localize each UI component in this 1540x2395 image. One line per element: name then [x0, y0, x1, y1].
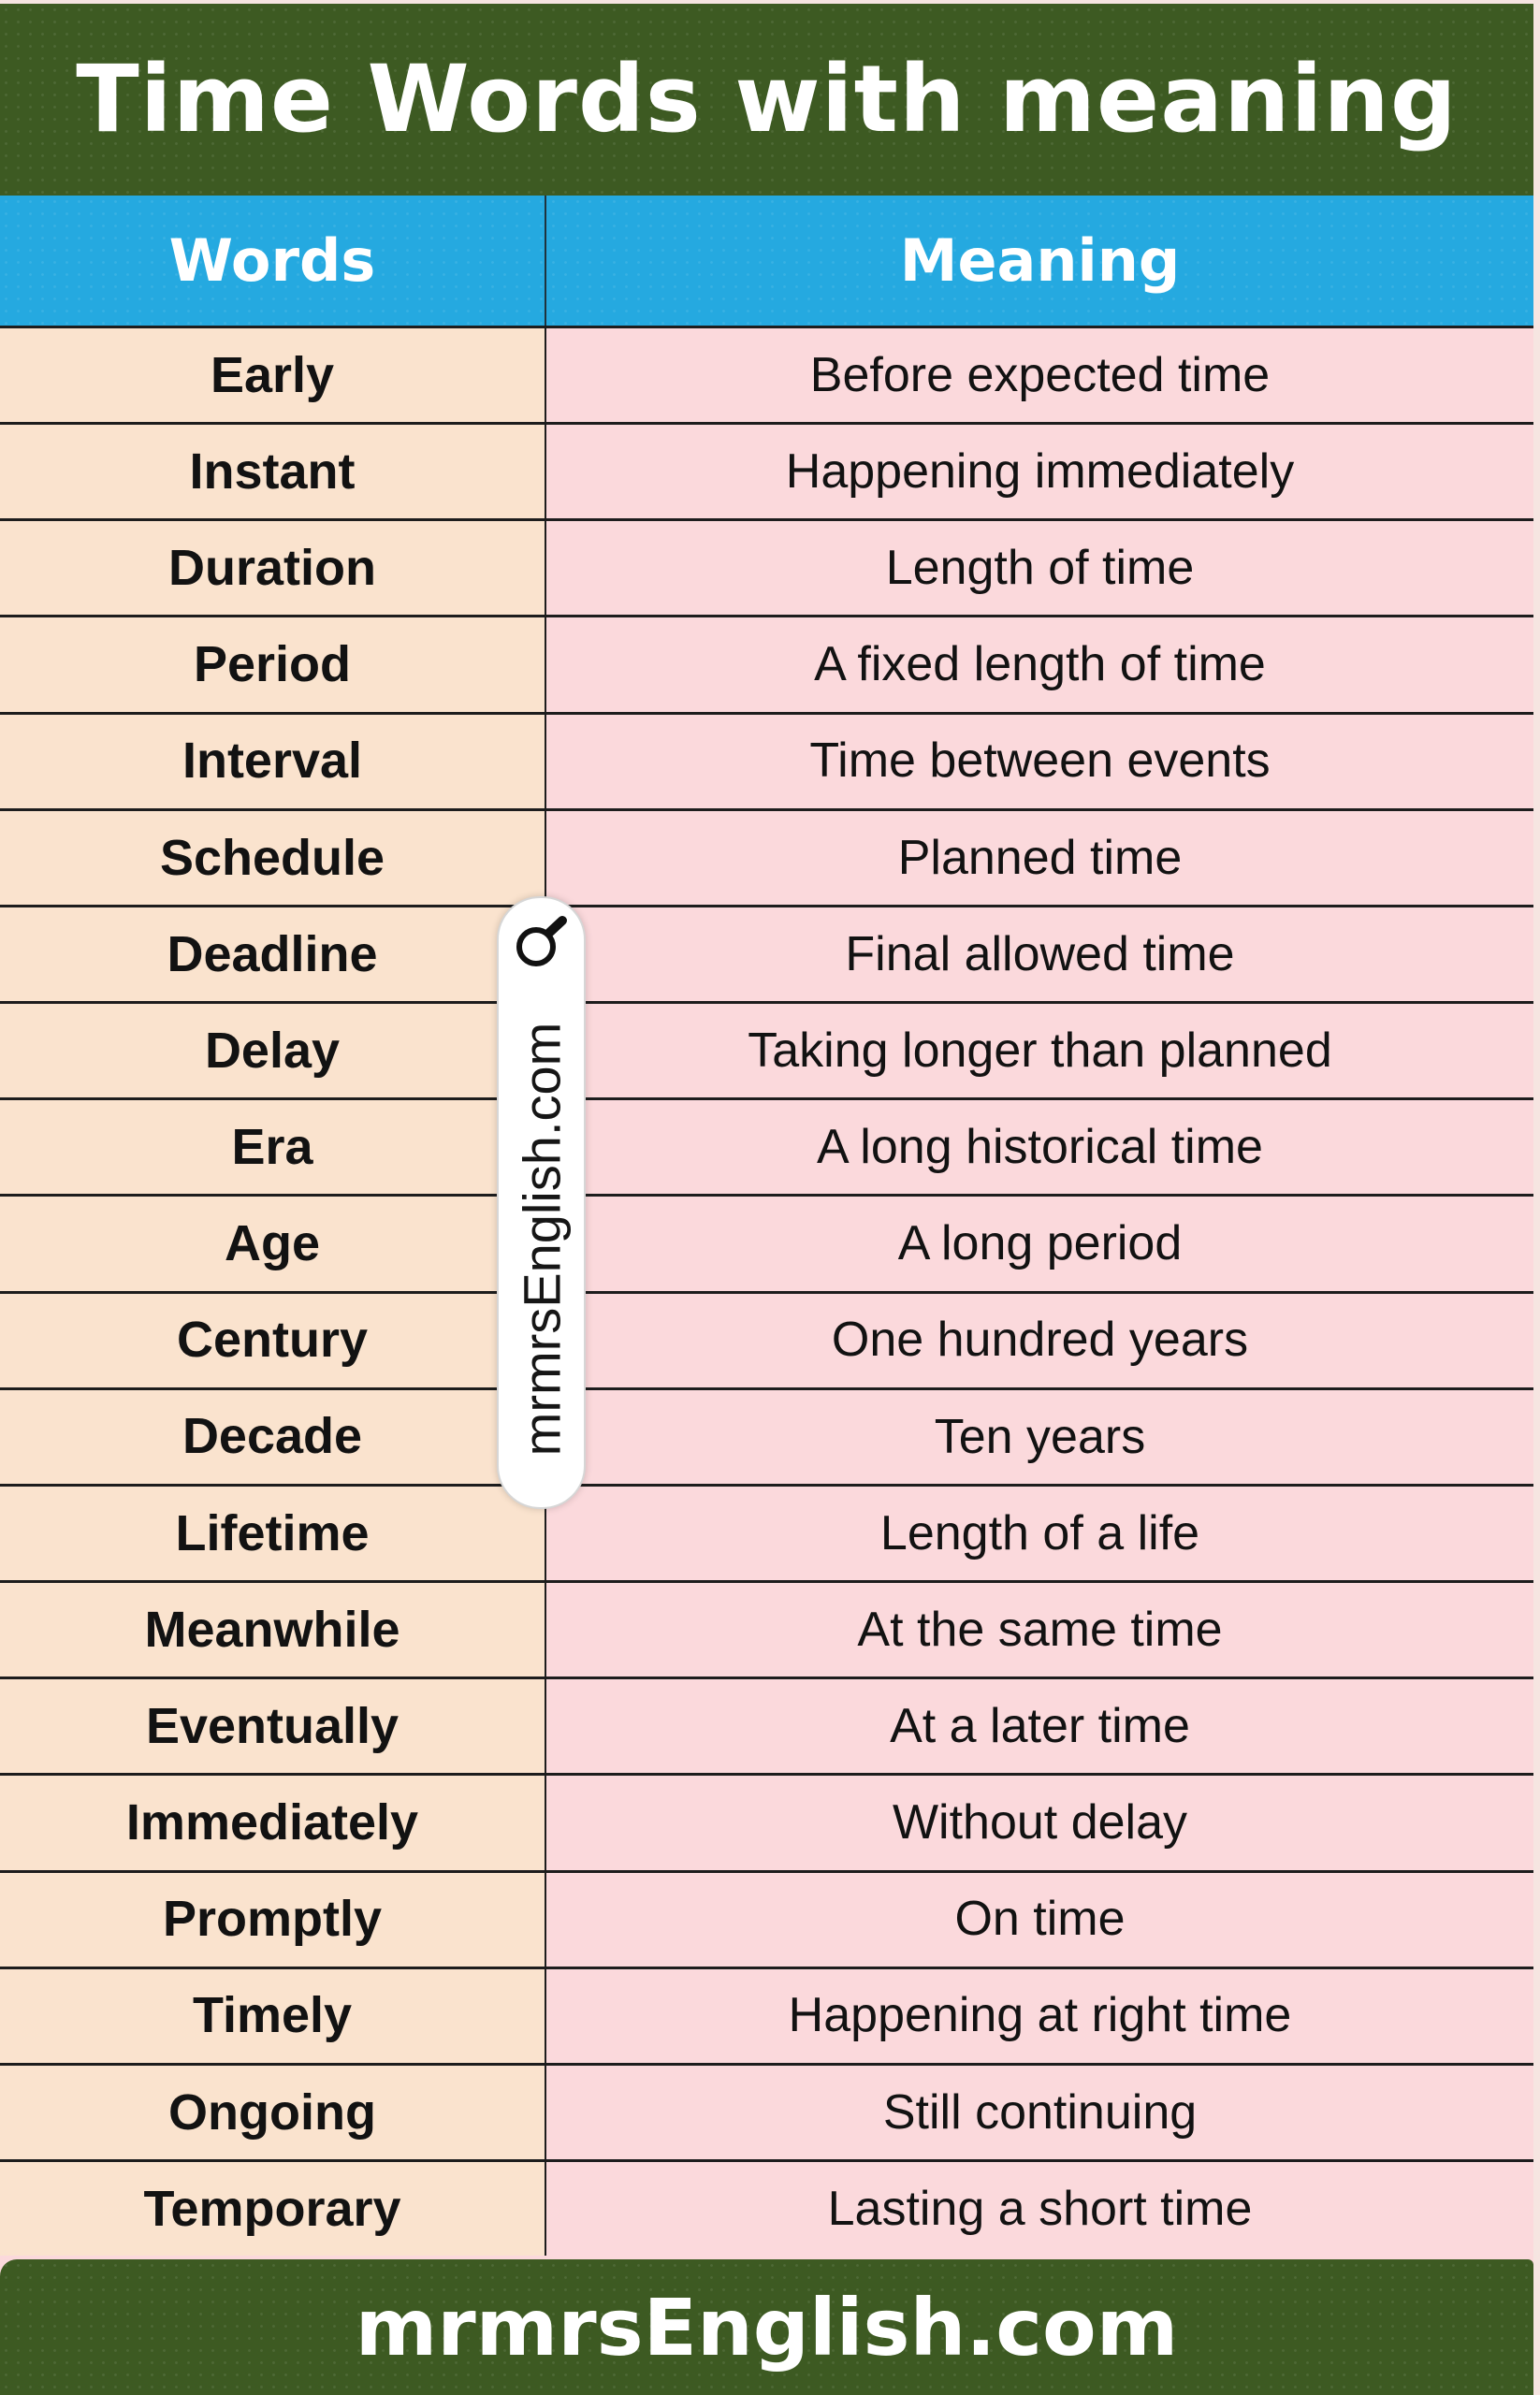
- meaning-cell: [546, 1100, 1533, 1194]
- word-label: Century: [176, 1312, 369, 1369]
- word-label: Delay: [204, 1022, 341, 1079]
- meaning-label: One hundred years: [831, 1313, 1249, 1368]
- footer-site-label: mrmrsEnglish.com: [355, 2281, 1179, 2373]
- table-row: [0, 1873, 1533, 1969]
- word-cell: [0, 811, 546, 905]
- word-cell: [0, 715, 546, 808]
- meaning-cell: [546, 1004, 1533, 1097]
- word-label: Timely: [192, 1987, 353, 2044]
- word-label: Promptly: [162, 1891, 383, 1948]
- table-row: [0, 1487, 1533, 1583]
- word-cell: [0, 2066, 546, 2159]
- meaning-label: Lasting a short time: [827, 2181, 1253, 2236]
- word-cell: [0, 1776, 546, 1869]
- meaning-cell: [546, 1583, 1533, 1676]
- meaning-label: At the same time: [857, 1602, 1223, 1657]
- word-label: Temporary: [143, 2180, 401, 2237]
- word-cell: [0, 1100, 546, 1194]
- meaning-cell: [546, 1679, 1533, 1773]
- meaning-label: Happening at right time: [788, 1988, 1292, 2043]
- table-row: [0, 715, 1533, 811]
- word-cell: [0, 425, 546, 518]
- meaning-label: Ten years: [934, 1409, 1146, 1464]
- table-row: [0, 2162, 1533, 2256]
- word-label: Era: [231, 1118, 313, 1175]
- table-row: [0, 1390, 1533, 1487]
- meaning-cell: [546, 1776, 1533, 1869]
- word-cell: [0, 1969, 546, 2063]
- meaning-label: A long period: [897, 1216, 1183, 1271]
- meaning-label: Happening immediately: [785, 443, 1295, 499]
- word-cell: [0, 617, 546, 711]
- word-label: Schedule: [159, 829, 385, 886]
- table-row: [0, 425, 1533, 521]
- word-label: Ongoing: [168, 2083, 376, 2141]
- table-row: [0, 907, 1533, 1004]
- table-row: [0, 811, 1533, 907]
- column-header-words: [0, 196, 546, 326]
- word-cell: [0, 1583, 546, 1676]
- meaning-label: On time: [954, 1892, 1126, 1947]
- table-row: [0, 1679, 1533, 1776]
- word-cell: [0, 1679, 546, 1773]
- word-cell: [0, 1294, 546, 1387]
- word-cell: [0, 1197, 546, 1290]
- meaning-cell: [546, 907, 1533, 1001]
- word-cell: [0, 1487, 546, 1580]
- meaning-cell: [546, 521, 1533, 615]
- meaning-label: Final allowed time: [845, 926, 1235, 981]
- word-label: Period: [193, 636, 352, 693]
- meaning-label: Still continuing: [882, 2084, 1198, 2140]
- table-row: [0, 328, 1533, 425]
- word-label: Immediately: [125, 1794, 419, 1851]
- word-cell: [0, 1390, 546, 1484]
- table-row: [0, 521, 1533, 617]
- column-header-meaning-label: Meaning: [899, 226, 1181, 295]
- table-row: [0, 1197, 1533, 1293]
- meaning-cell: [546, 617, 1533, 711]
- infographic-card: [0, 4, 1533, 2395]
- watermark-pill: [497, 896, 586, 1509]
- table-header-row: [0, 196, 1533, 328]
- meaning-label: Without delay: [892, 1795, 1188, 1851]
- column-header-words-label: Words: [168, 226, 376, 295]
- meaning-cell: [546, 1969, 1533, 2063]
- table-row: [0, 1004, 1533, 1100]
- word-cell: [0, 1004, 546, 1097]
- word-cell: [0, 521, 546, 615]
- meaning-cell: [546, 1294, 1533, 1387]
- word-label: Interval: [182, 733, 363, 790]
- meaning-label: Before expected time: [809, 347, 1271, 402]
- word-cell: [0, 328, 546, 422]
- meaning-label: A fixed length of time: [814, 637, 1266, 692]
- watermark-text-wrap: [497, 971, 586, 1507]
- meaning-label: A long historical time: [817, 1120, 1263, 1175]
- watermark-text: mrmrsEnglish.com: [512, 1022, 571, 1457]
- table-row: [0, 617, 1533, 714]
- word-cell: [0, 2162, 546, 2256]
- table-row: [0, 1776, 1533, 1872]
- table-body: [0, 328, 1533, 2256]
- word-label: Instant: [189, 443, 356, 500]
- word-label: Duration: [168, 540, 376, 597]
- meaning-label: Length of time: [885, 541, 1195, 596]
- word-cell: [0, 1873, 546, 1967]
- word-label: Decade: [182, 1408, 363, 1465]
- meaning-cell: [546, 2162, 1533, 2256]
- meaning-cell: [546, 715, 1533, 808]
- word-label: Age: [224, 1215, 320, 1272]
- table-row: [0, 1294, 1533, 1390]
- word-label: Eventually: [145, 1697, 400, 1754]
- magnifier-icon: [513, 913, 571, 971]
- word-label: Lifetime: [175, 1504, 370, 1561]
- table-row: [0, 1583, 1533, 1679]
- meaning-cell: [546, 1390, 1533, 1484]
- meaning-label: At a later time: [890, 1698, 1190, 1753]
- meaning-label: Time between events: [809, 733, 1271, 789]
- title-band: [0, 4, 1533, 196]
- word-label: Deadline: [167, 925, 378, 982]
- word-cell: [0, 907, 546, 1001]
- word-label: Early: [210, 346, 335, 403]
- meaning-label: Taking longer than planned: [748, 1023, 1332, 1078]
- meaning-cell: [546, 425, 1533, 518]
- meaning-cell: [546, 1873, 1533, 1967]
- table-row: [0, 2066, 1533, 2162]
- word-label: Meanwhile: [144, 1601, 400, 1658]
- meaning-label: Length of a life: [879, 1505, 1200, 1560]
- table-row: [0, 1100, 1533, 1197]
- meaning-cell: [546, 811, 1533, 905]
- meaning-cell: [546, 2066, 1533, 2159]
- meaning-label: Planned time: [897, 830, 1183, 885]
- meaning-cell: [546, 1487, 1533, 1580]
- footer-band: [0, 2259, 1533, 2395]
- table-row: [0, 1969, 1533, 2066]
- meaning-cell: [546, 328, 1533, 422]
- meaning-cell: [546, 1197, 1533, 1290]
- page-title: Time Words with meaning: [76, 46, 1458, 153]
- column-header-meaning: [546, 196, 1533, 326]
